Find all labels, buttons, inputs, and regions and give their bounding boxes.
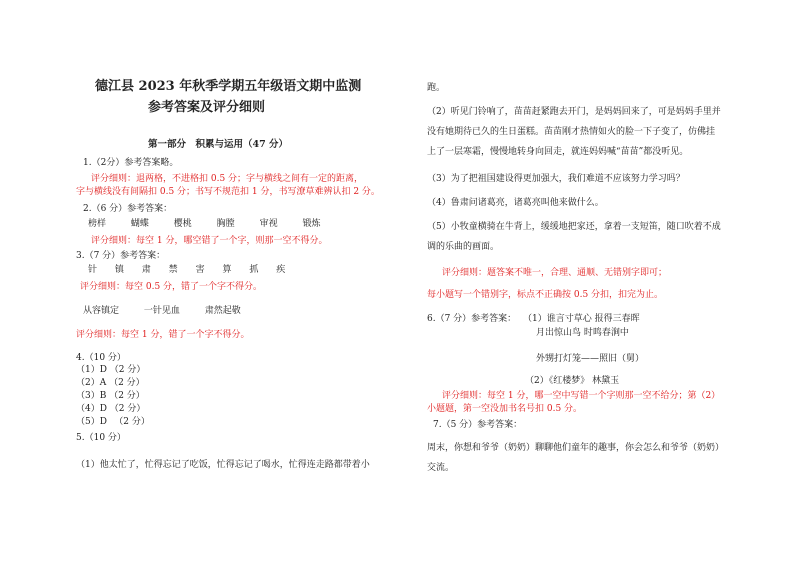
q7-answer-line2: 交流。 xyxy=(427,463,455,473)
q7-answer-line1: 周末，你想和爷爷（奶奶）聊聊他们童年的趣事，你会怎么和爷爷（奶奶） xyxy=(427,443,725,453)
q5-heading: 5.（10 分） xyxy=(76,433,126,443)
q2-rule: 评分细则：每空 1 分，哪空错了一个字，则那一空不得分。 xyxy=(91,236,328,246)
q3-char: 抓 xyxy=(249,265,259,275)
q4-answer: （2）A （2 分） xyxy=(76,378,145,388)
q3-char: 肃 xyxy=(141,265,151,275)
q2-answer-words xyxy=(88,218,320,230)
section-heading: 第一部分 积累与运用（47 分） xyxy=(148,139,289,150)
q3-char: 算 xyxy=(222,265,232,275)
q4-answer: （5）D （2 分） xyxy=(76,417,150,427)
q5-answer1: （1）他太忙了，忙得忘记了吃饭，忙得忘记了喝水，忙得连走路都带着小 xyxy=(76,460,370,470)
q6-rule-line1: 评分细则：每空 1 分，哪一空中写错一个字则那一空不给分；第（2） xyxy=(442,391,721,401)
q6-heading: 6.（7 分）参考答案： xyxy=(427,314,517,324)
q2-word: 锻炼 xyxy=(302,219,321,229)
q3-heading: 3.（7 分）参考答案： xyxy=(76,251,166,261)
q5-answer2-line: 上了一层寒霜，慢慢地转身向回走，就连妈妈喊“苗苗”都没听见。 xyxy=(427,147,689,157)
q5-answer3: （3）为了把祖国建设得更加强大，我们难道不应该努力学习吗？ xyxy=(427,174,685,184)
q3-char: 禁 xyxy=(168,265,178,275)
q2-word: 审视 xyxy=(259,219,278,229)
q4-answer: （4）D （2 分） xyxy=(76,404,146,414)
q1-heading: 1.（2分）参考答案略。 xyxy=(83,158,179,168)
q5-answer4: （4）鲁肃问诸葛亮，诸葛亮叫他来做什么。 xyxy=(427,198,604,208)
q3-char: 镇 xyxy=(114,265,124,275)
q6-poem-line1: （1）谁言寸草心 报得三春晖 xyxy=(523,314,640,324)
q3-rule2: 评分细则：每空 1 分，错了一个字不得分。 xyxy=(76,330,250,340)
q5-rule-line1: 评分细则：题答案不唯一，合理、通顺、无错别字即可； xyxy=(442,268,668,278)
answer-key-subtitle: 参考答案及评分细则 xyxy=(148,100,266,115)
q2-word: 榜样 xyxy=(88,219,107,229)
q6-poem-line2: 月出惊山鸟 时鸣春涧中 xyxy=(536,328,629,338)
q5-answer5-line: 调的乐曲的画面。 xyxy=(427,242,500,252)
q4-heading: 4.（10 分） xyxy=(76,353,126,363)
q4-answer: （3）B （2 分） xyxy=(76,391,145,401)
q3-idiom: 一针见血 xyxy=(143,306,180,316)
q5-answer5-line: （5）小牧童横骑在牛背上，缓缓地把家还，拿着一支短笛，随口吹着不成 xyxy=(427,222,721,232)
q6-rule-line2: 小题题，第一空没加书名号扣 0.5 分。 xyxy=(427,404,583,414)
q5-answer1-cont: 跑。 xyxy=(427,83,446,93)
q3-answer-chars xyxy=(88,264,285,276)
q1-rule-line2: 字与横线没有间隔扣 0.5 分；书写不规范扣 1 分，书写潦草难辨认扣 2 分。 xyxy=(76,187,380,197)
q5-answer2-line: （2）听见门铃响了，苗苗赶紧跑去开门，是妈妈回来了，可是妈妈手里并 xyxy=(427,107,721,117)
q6-answer2: （2）《红楼梦》 林黛玉 xyxy=(525,376,620,386)
q1-rule-line1: 评分细则：退两格，不进格扣 0.5 分；字与横线之间有一定的距离， xyxy=(91,174,364,184)
q5-answer2-line: 没有她期待已久的生日蛋糕。苗苗刚才热情如火的脸一下子变了，仿佛挂 xyxy=(427,127,716,137)
q3-rule: 评分细则：每空 0.5 分，错了一个字不得分。 xyxy=(80,282,263,292)
q4-answer: （1）D （2 分） xyxy=(76,365,146,375)
q3-idiom: 肃然起敬 xyxy=(204,306,241,316)
q3-char: 疾 xyxy=(276,265,286,275)
q2-word: 樱桃 xyxy=(173,219,192,229)
q2-word: 胸膛 xyxy=(216,219,235,229)
q2-word: 蝴蝶 xyxy=(130,219,149,229)
q2-heading: 2.（6 分）参考答案： xyxy=(83,204,173,214)
q3-idiom: 从容镇定 xyxy=(83,306,120,316)
q3-idioms xyxy=(83,305,241,317)
q5-rule-line2: 每小题写一个错别字，标点不正确按 0.5 分扣，扣完为止。 xyxy=(427,290,664,300)
q6-xiehouyu: 外甥打灯笼——照旧（舅） xyxy=(536,354,645,364)
q3-char: 针 xyxy=(88,265,98,275)
q3-char: 害 xyxy=(195,265,205,275)
q7-heading: 7.（5 分）参考答案： xyxy=(433,420,523,430)
exam-title: 德江县 2023 年秋季学期五年级语文期中监测 xyxy=(95,79,362,94)
